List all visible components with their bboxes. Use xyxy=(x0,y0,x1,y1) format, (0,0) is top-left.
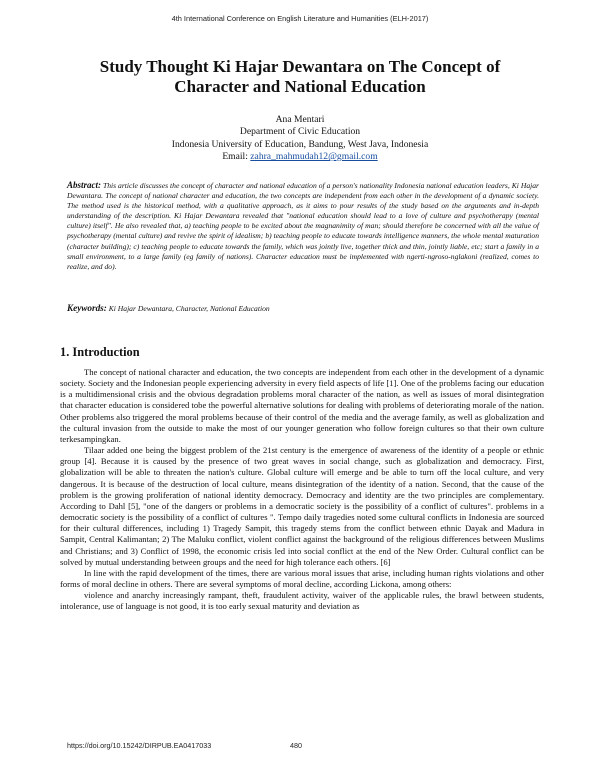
email-link[interactable]: zahra_mahmudah12@gmail.com xyxy=(250,151,378,163)
paragraph: In line with the rapid development of the times, there are various moral issues that arise, including human rights violations and other forms of moral decline in others. There are several symptoms of moral decline, according Lickona, among others: xyxy=(60,567,544,589)
keywords xyxy=(67,303,539,313)
paragraph: Tilaar added one being the biggest problem of the 21st century is the emergence of awareness of the identity of a people or ethnic group [4]. Because it is caused by the presence of two great waves in social change, such as globalization and democracy. First, globalization will be able to threaten the nation's culture. Global culture will emerge and be able to turn off the local culture, and very dangerous. It is because of the destruction of local culture, means disintegration of the identity of a nation. Second, that the cause of the problem is the growing proliferation of national identity democracy. Democracy and identity are the two principles are complementary. According to Dahl [5], "one of the dangers or problems in a democratic society is the possibility of a conflict of cultures". problems in a democratic society is the possibility of a conflict of cultures ". Tempo daily tragedies noted some cultural conflicts in Indonesia are sourced for their cultural differences, including 1) Tragedy Sampit, this tragedy stems from the conflict between ethnic Dayak and Madura in Sampit, Central Kalimantan; 2) The Maluku conflict, violent conflict against the background of the religious differences between Muslims and Christians; and 3) Conflict of 1998, the economic crisis led into social conflict at the end of the New Order. Cultural conflict can be solved by mutual understanding between groups and the need for high tolerance each others. [6] xyxy=(60,445,544,567)
title-line-1: Study Thought Ki Hajar Dewantara on The Concept of xyxy=(99,57,501,76)
page-number: 480 xyxy=(290,741,302,750)
author-name: Ana Mentari xyxy=(275,114,325,125)
paragraph: violence and anarchy increasingly rampant, theft, fraudulent activity, waiver of the applicable rules, the brawl between students, intolerance, use of language is not good, it is too early sexual maturity and deviation as xyxy=(60,590,544,612)
abstract xyxy=(67,180,539,272)
author-department: Department of Civic Education xyxy=(239,126,361,138)
keywords-label: Keywords: xyxy=(67,303,107,313)
title-line-2: Character and National Education xyxy=(174,77,426,96)
section-heading-introduction: 1. Introduction xyxy=(60,345,140,359)
abstract-text: This article discusses the concept of character and national education of a person's nationality Indonesia national education leaders, Ki Hajar Dewantara. The concept of national character and education, the two concepts are independent from each other in the development of a dynamic society. The method used is the historical method, with a qualitative approach, as it aims to pour results of the study based on the arguments and in-depth understanding of the description. Ki Hajar Dewantara revealed that "national education should lead to a love of culture and psychotherapy (mental culture) itself". He also revealed that, a) teaching people to be excited about the magnanimity of man; should therefore be concerned with all the value of psychotherapy (mental culture) and revive the spirit of idealism; b) teaching people to educate towards intelligence manners, the whole mental maturation (character building); c) teaching people to educate towards the family, which was jointly live, together thick and thin, jointly liable, etc; start a family in a small environment, to a large family (eg family of nations). Character education must be implemented with ngerti-ngroso-nglakoni (realized, comes to realize, and do). xyxy=(67,181,539,271)
paper-title xyxy=(40,57,560,97)
introduction-body xyxy=(60,367,544,612)
author-university: Indonesia University of Education, Bandung, West Java, Indonesia xyxy=(171,138,429,150)
author-block xyxy=(0,114,600,164)
keywords-text: Ki Hajar Dewantara, Character, National Education xyxy=(108,304,270,313)
paragraph: The concept of national character and education, the two concepts are independent from each other in the development of a dynamic society. Society and the Indonesian people experiencing adversity in every field aspects of life [1]. One of the problems facing our education is a multidimensional crisis and the obvious degradation problems moral character of the nation, as well as issues of moral disintegration that character education is considered tobe the powerful alternative solutions for dealing with problems of deteriorating morale of the nation. Other problems also triggered the moral problems because of their control of the media and the average family, as well as globalization and the cultural invasion from the outside to make the most of our younger generation who follow foreign cultures so that their own culture terkesampingkan. xyxy=(60,367,544,444)
email-label: Email: xyxy=(222,151,248,163)
footer-doi: https://doi.org/10.15242/DIRPUB.EA0417033 xyxy=(67,741,212,750)
conference-header: 4th International Conference on English Literature and Humanities (ELH-2017) xyxy=(171,14,429,23)
author-email-line xyxy=(0,151,600,163)
abstract-label: Abstract: xyxy=(67,180,102,190)
